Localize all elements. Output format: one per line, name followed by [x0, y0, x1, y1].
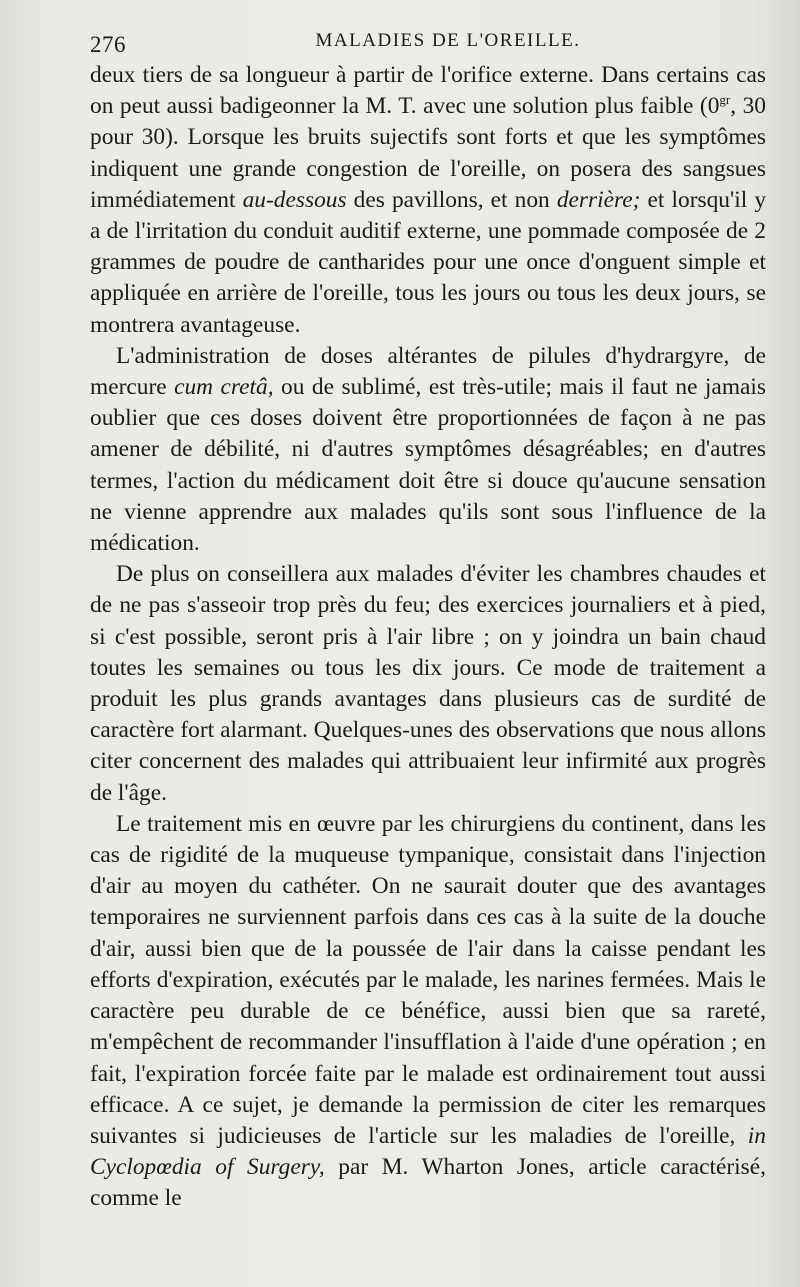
- text-run: par M. Wharton Jones, article caractérisé, comme le: [90, 1154, 766, 1212]
- running-head: MALADIES DE L'OREILLE.: [315, 30, 581, 51]
- text-run: et lorsqu'il y a de l'irritation du conduit auditif externe, une pommade composée de 2 grammes de poudre de cantharides pour une once d'onguent simple et appliquée en arrière de l'oreille, tous les jours ou tous les deux jours, se montrera avantageuse.: [90, 186, 767, 338]
- text-run: ou de sublimé, est très-utile; mais il faut ne jamais oublier que ces doses doivent être proportionnées de façon à ne pas amener de débilité, ni d'autres symptômes désagréables; en d'autres termes, l'action du médicament doit être si douce qu'aucune sensation ne vienne apprendre aux malades qu'ils sont sous l'influence de la médication.: [90, 374, 766, 557]
- paragraph: [90, 60, 766, 341]
- text-run: deux tiers de sa longueur à partir de l'orifice externe. Dans certains cas on peut aussi badigeonner la M. T. avec une solution plus faible (0: [90, 62, 766, 120]
- page-number: 276: [90, 32, 126, 57]
- italic-text: cum cretâ,: [174, 374, 274, 401]
- page-header: [90, 30, 766, 60]
- text-run: des pavillons, et non: [346, 186, 557, 213]
- italic-text: derrière;: [556, 186, 641, 213]
- superscript-text: gr: [719, 92, 731, 108]
- text-run: De plus on conseillera aux malades d'éviter les chambres chaudes et de ne pas s'asseoir trop près du feu; des exercices journaliers et à pied, si c'est possible, seront pris à l'air libre ; on y joindra un bain chaud toutes les semaines ou tous les dix jours. Ce mode de traitement a produit les plus grands avantages dans plusieurs cas de surdité de caractère fort alarmant. Quelques-unes des observations que nous allons citer concernent des malades qui attribuaient leur infirmité aux progrès de l'âge.: [90, 561, 766, 806]
- text-run: Le traitement mis en œuvre par les chirurgiens du continent, dans les cas de rigidité de la muqueuse tympanique, consistait dans l'injection d'air au moyen du cathéter. On ne saurait douter que des avantages temporaires ne surviennent parfois dans ces cas à la suite de la douche d'air, aussi bien que de la poussée de l'air dans la caisse pendant les efforts d'expiration, exécutés par le malade, les narines fermées. Mais le caractère peu durable de ce bénéfice, aussi bien que sa rareté, m'empêchent de recommander l'insufflation à l'aide d'une opération ; en fait, l'expiration forcée faite par le malade est ordinairement tout aussi efficace. A ce sujet, je demande la permission de citer les remarques suivantes si judicieuses de l'article sur les maladies de l'oreille,: [90, 810, 766, 1149]
- italic-text: au-dessous: [242, 186, 347, 213]
- italic-text: in Cyclopœdia of Surgery,: [90, 1122, 766, 1181]
- text-run: , 30 pour 30). Lorsque les bruits sujectifs sont forts et que les symptômes indiquent une grande congestion de l'oreille, on posera des sangsues immédiatement: [90, 93, 766, 213]
- paragraph: [90, 809, 766, 1215]
- paragraph: [90, 341, 766, 559]
- paragraph: [90, 559, 766, 809]
- text-run: L'administration de doses altérantes de pilules d'hydrargyre, de mercure: [90, 342, 766, 401]
- body-text: [90, 60, 766, 1215]
